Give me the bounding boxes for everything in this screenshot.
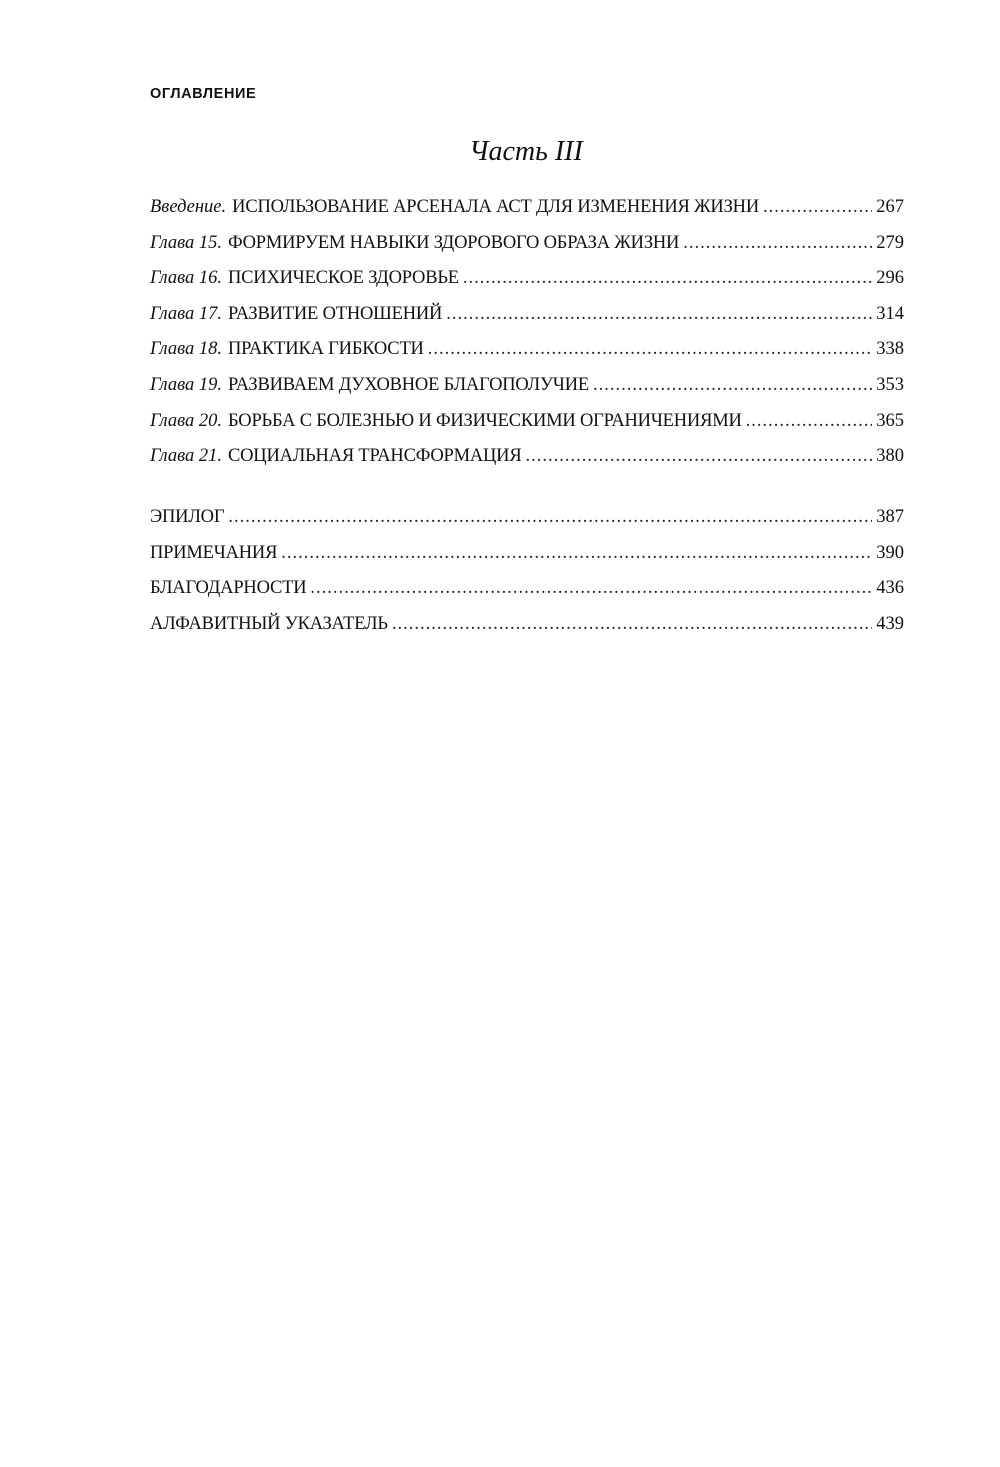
toc-entry-page: 279	[876, 232, 904, 253]
toc-entry-page: 439	[876, 613, 904, 634]
toc-entry-label: Глава 18.	[150, 339, 222, 360]
dot-leader	[525, 445, 872, 467]
toc-entry-title: БЛАГОДАРНОСТИ	[150, 578, 307, 599]
toc-entry-page: 338	[876, 339, 904, 360]
toc-entry-title: РАЗВИТИЕ ОТНОШЕНИЙ	[228, 303, 443, 324]
toc-entry-title: ЭПИЛОГ	[150, 507, 225, 527]
toc-entry-page: 390	[876, 542, 904, 563]
toc-entry[interactable]	[150, 332, 904, 368]
toc-entry-title: ПРАКТИКА ГИБКОСТИ	[228, 339, 424, 360]
toc-entry-page: 365	[876, 410, 904, 431]
toc-entry-page: 436	[876, 578, 904, 599]
dot-leader	[310, 577, 872, 599]
toc-entry[interactable]	[150, 297, 904, 333]
toc-entry[interactable]	[150, 368, 904, 404]
toc-entry[interactable]	[150, 439, 904, 475]
toc-entry[interactable]	[150, 571, 904, 607]
toc-entry[interactable]	[150, 190, 904, 226]
toc-entry-title: ПСИХИЧЕСКОЕ ЗДОРОВЬЕ	[228, 268, 459, 289]
toc-entry-title: СОЦИАЛЬНАЯ ТРАНСФОРМАЦИЯ	[228, 446, 522, 467]
toc-main-list	[150, 190, 904, 475]
page-header: ОГЛАВЛЕНИЕ	[150, 86, 257, 102]
dot-leader	[392, 613, 872, 635]
toc-entry-label: Введение.	[150, 197, 227, 217]
dot-leader	[446, 303, 872, 325]
toc-entry-title: БОРЬБА С БОЛЕЗНЬЮ И ФИЗИЧЕСКИМИ ОГРАНИЧЕНИЯМИ	[228, 410, 742, 431]
toc-entry[interactable]	[150, 226, 904, 262]
toc-entry-title: АЛФАВИТНЫЙ УКАЗАТЕЛЬ	[150, 613, 388, 634]
toc-entry-page: 267	[876, 197, 904, 217]
toc-entry-label: Глава 15.	[150, 232, 222, 253]
toc-entry[interactable]	[150, 261, 904, 297]
toc-entry-page: 380	[876, 446, 904, 467]
toc-entry-title: РАЗВИВАЕМ ДУХОВНОЕ БЛАГОПОЛУЧИЕ	[228, 374, 589, 395]
dot-leader	[593, 374, 872, 396]
dot-leader	[463, 267, 872, 289]
toc-entry-title: ПРИМЕЧАНИЯ	[150, 542, 278, 563]
dot-leader	[763, 196, 872, 218]
toc-entry[interactable]	[150, 404, 904, 440]
toc-entry-page: 387	[876, 507, 904, 527]
toc-entry-page: 353	[876, 374, 904, 395]
toc-entry-label: Глава 17.	[150, 303, 222, 324]
toc-entry[interactable]	[150, 500, 904, 536]
toc-entry-title: ИСПОЛЬЗОВАНИЕ АРСЕНАЛА АСТ ДЛЯ ИЗМЕНЕНИЯ ЖИЗНИ	[232, 197, 759, 217]
toc-entry[interactable]	[150, 536, 904, 572]
toc-entry-page: 314	[876, 303, 904, 324]
toc-entry-title: ФОРМИРУЕМ НАВЫКИ ЗДОРОВОГО ОБРАЗА ЖИЗНИ	[228, 232, 680, 253]
part-title: Часть III	[469, 136, 583, 167]
dot-leader	[228, 506, 872, 528]
toc-entry-label: Глава 21.	[150, 446, 222, 467]
toc-entry-label: Глава 20.	[150, 410, 222, 431]
toc-entry[interactable]	[150, 607, 904, 643]
dot-leader	[428, 338, 873, 360]
toc-entry-label: Глава 16.	[150, 268, 222, 289]
dot-leader	[281, 542, 872, 564]
dot-leader	[683, 232, 872, 254]
toc-back-matter-list	[150, 500, 904, 642]
toc-entry-label: Глава 19.	[150, 374, 222, 395]
dot-leader	[746, 410, 873, 432]
toc-entry-page: 296	[876, 268, 904, 289]
